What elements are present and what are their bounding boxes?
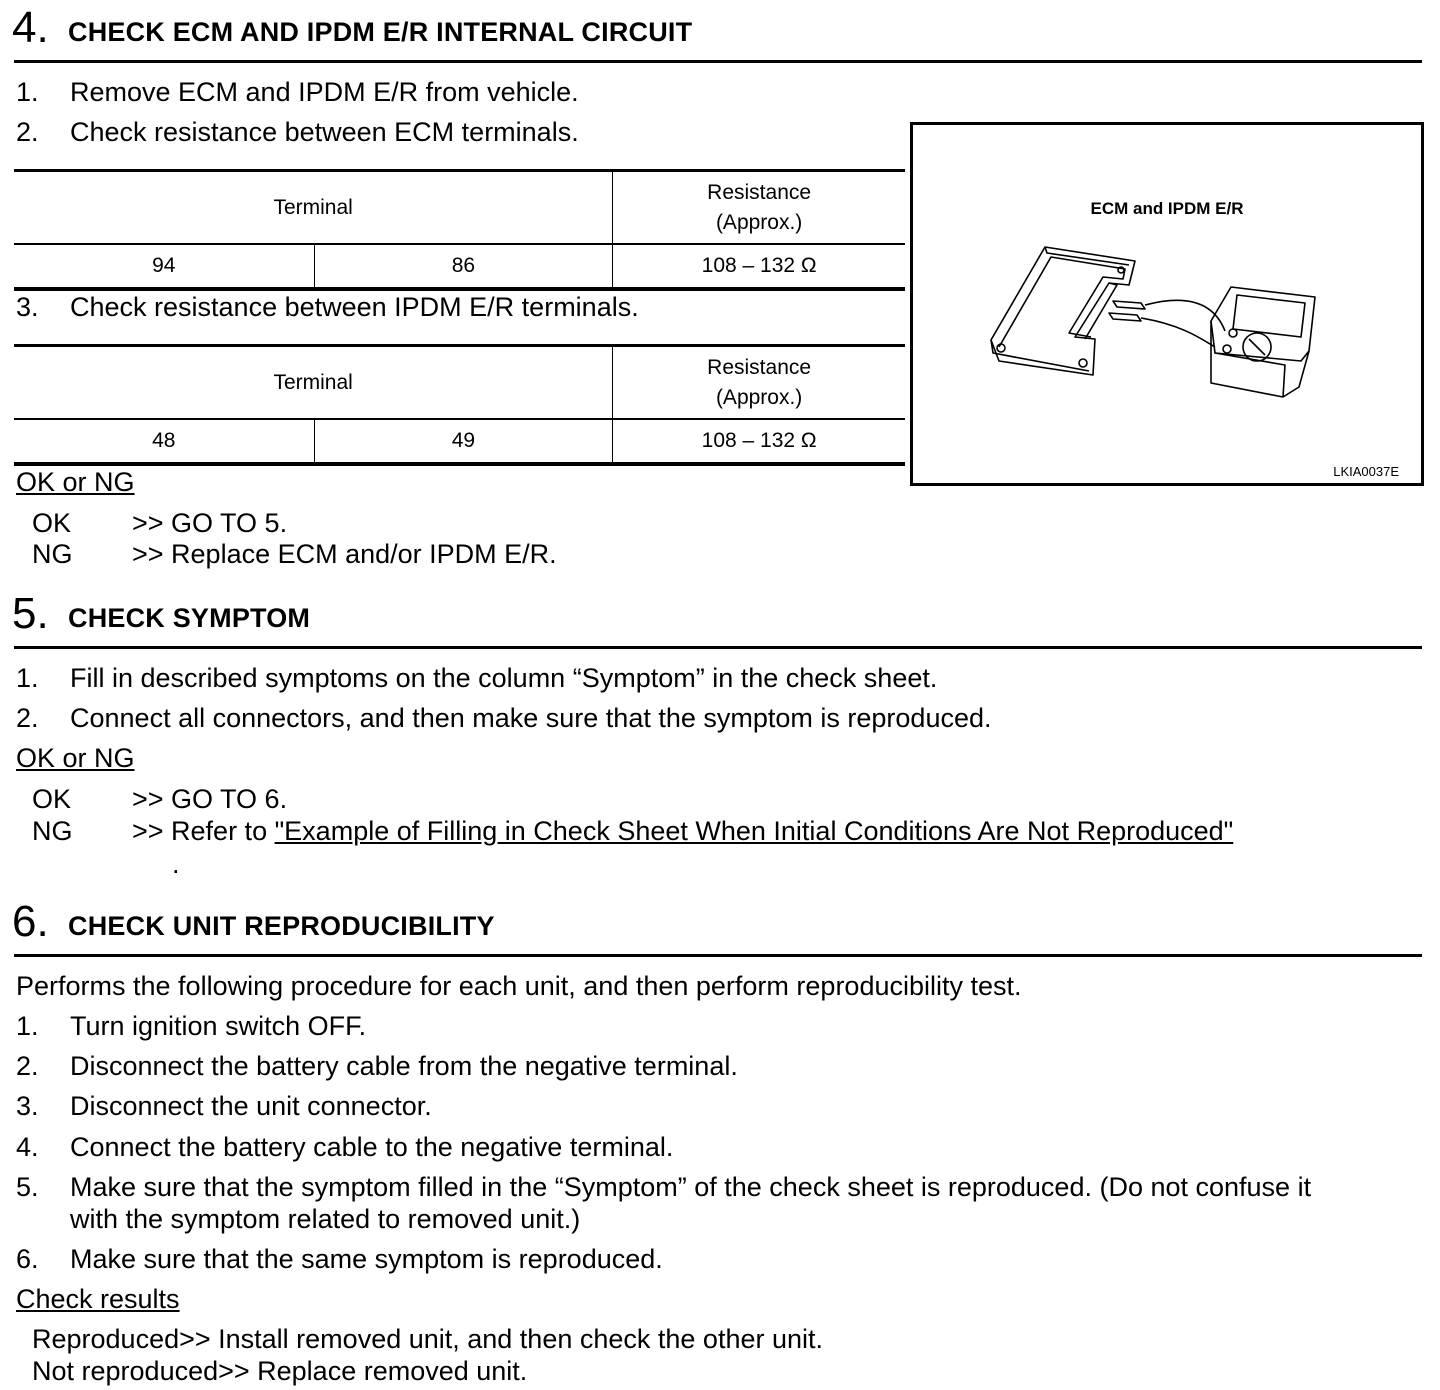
terminal-cell: 86 <box>314 244 613 289</box>
item-text: Disconnect the unit connector. <box>70 1091 432 1121</box>
step-6-heading <box>12 898 1422 948</box>
terminal-cell: 48 <box>14 419 314 464</box>
item-text: Check resistance between IPDM E/R terminals. <box>70 292 639 322</box>
header-resistance: Resistance (Approx.) <box>707 180 812 234</box>
step-number: 5. <box>12 589 49 638</box>
step-title: CHECK ECM AND IPDM E/R INTERNAL CIRCUIT <box>68 17 693 47</box>
item-text: Turn ignition switch OFF. <box>70 1011 367 1041</box>
item-number: 2. <box>16 117 39 147</box>
step-5-heading <box>12 590 1422 640</box>
figure-ecm-ipdm <box>910 122 1424 486</box>
result-ok: OK >> GO TO 5. <box>32 508 288 538</box>
result-ok: OK >> GO TO 6. <box>32 784 288 814</box>
item-number: 1. <box>16 1011 39 1041</box>
check-results-label: Check results <box>16 1284 180 1314</box>
ecm-resistance-table <box>14 169 905 291</box>
result-ng: NG >> Replace ECM and/or IPDM E/R. <box>32 539 557 569</box>
list-item <box>16 702 992 734</box>
ipdm-resistance-table <box>14 344 905 466</box>
item-text: Disconnect the battery cable from the negative terminal. <box>70 1051 738 1081</box>
result-not-reproduced: Not reproduced>> Replace removed unit. <box>32 1356 528 1386</box>
item-text: Make sure that the same symptom is reproduced. <box>70 1244 663 1274</box>
item-number: 2. <box>16 703 39 733</box>
section-divider <box>14 60 1422 63</box>
ok-ng-label: OK or NG <box>16 743 135 773</box>
check-sheet-link[interactable]: "Example of Filling in Check Sheet When Initial Conditions Are Not Reproduced" <box>274 816 1234 846</box>
result-ng: NG >> Refer to "Example of Filling in Check Sheet When Initial Conditions Are Not Reproduced" <box>32 816 1234 846</box>
header-resistance: Resistance (Approx.) <box>707 355 812 409</box>
header-terminal: Terminal <box>14 346 613 420</box>
item-continuation: with the symptom related to removed unit.) <box>70 1204 581 1234</box>
list-item <box>16 1171 1311 1203</box>
intro-text: Performs the following procedure for each unit, and then perform reproducibility test. <box>16 971 1022 1001</box>
list-item <box>16 662 937 694</box>
list-item <box>16 76 579 108</box>
header-terminal: Terminal <box>14 171 613 245</box>
terminal-cell: 94 <box>14 244 314 289</box>
item-text: Make sure that the symptom filled in the “Symptom” of the check sheet is reproduced. (Do not confuse it <box>70 1172 1312 1202</box>
list-item <box>16 1243 663 1275</box>
section-divider <box>14 646 1422 649</box>
item-number: 3. <box>16 292 39 322</box>
item-text: Connect the battery cable to the negative terminal. <box>70 1132 674 1162</box>
list-item <box>16 1090 432 1122</box>
item-text: Connect all connectors, and then make sure that the symptom is reproduced. <box>70 703 992 733</box>
terminal-cell: 49 <box>314 419 613 464</box>
section-divider <box>14 954 1422 957</box>
item-number: 1. <box>16 77 39 107</box>
list-item <box>16 291 639 323</box>
multimeter-illustration <box>913 125 1421 483</box>
step-number: 6. <box>12 897 49 946</box>
figure-title: ECM and IPDM E/R <box>1090 199 1244 218</box>
item-number: 1. <box>16 663 39 693</box>
resistance-value: 108 – 132 Ω <box>701 429 817 452</box>
item-text: Remove ECM and IPDM E/R from vehicle. <box>70 77 579 107</box>
list-item <box>16 1131 673 1163</box>
trailing-period: . <box>172 849 180 879</box>
step-title: CHECK UNIT REPRODUCIBILITY <box>68 911 495 941</box>
list-item <box>16 116 579 148</box>
item-number: 6. <box>16 1244 39 1274</box>
step-number: 4. <box>12 3 49 52</box>
list-item <box>16 1010 366 1042</box>
item-number: 3. <box>16 1091 39 1121</box>
result-reproduced: Reproduced>> Install removed unit, and then check the other unit. <box>32 1324 824 1354</box>
figure-code: LKIA0037E <box>1333 464 1399 479</box>
item-text: Fill in described symptoms on the column “Symptom” in the check sheet. <box>70 663 938 693</box>
item-number: 2. <box>16 1051 39 1081</box>
step-4-heading <box>12 4 1422 54</box>
item-text: Check resistance between ECM terminals. <box>70 117 579 147</box>
item-number: 5. <box>16 1172 39 1202</box>
list-item <box>16 1050 738 1082</box>
ok-ng-label: OK or NG <box>16 467 135 497</box>
item-number: 4. <box>16 1132 39 1162</box>
step-title: CHECK SYMPTOM <box>68 603 311 633</box>
resistance-value: 108 – 132 Ω <box>701 254 817 277</box>
